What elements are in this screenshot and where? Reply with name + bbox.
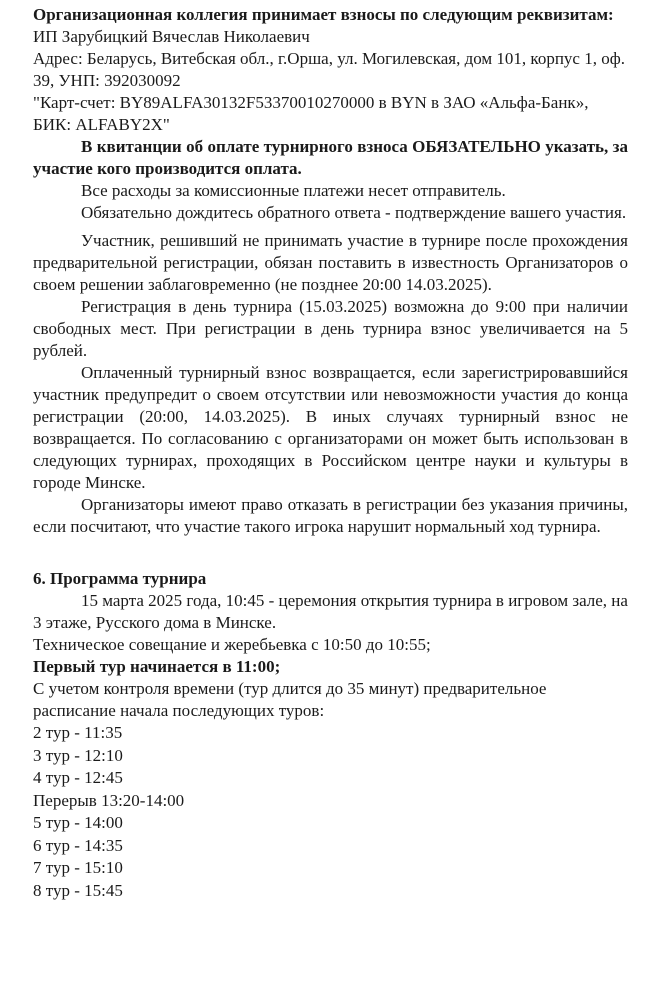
list-item: 8 тур - 15:45: [33, 880, 123, 900]
list-item: Перерыв 13:20-14:00: [33, 790, 185, 810]
program-schedule-intro: С учетом контроля времени (тур длится до 35 минут) предварительное расписание начала последующих туров:: [33, 679, 547, 720]
section-spacer: [33, 538, 628, 568]
document-page: [33, 4, 628, 902]
list-item: 5 тур - 14:00: [33, 813, 123, 832]
list-item: 7 тур - 15:10: [33, 858, 123, 877]
requisites-holder: ИП Зарубицкий Вячеслав Николаевич: [33, 27, 310, 46]
requisites-account: "Карт-счет: BY89ALFA30132F53370010270000 в BYN в ЗАО «Альфа-Банк», БИК: ALFABY2X": [33, 93, 589, 134]
withdraw-note: Участник, решивший не принимать участие в турнире после прохождения предварительной регистрации, обязан поставить в известность Организаторов о своем решении заблаговременно (не позднее 20:00 14.03.2025).: [33, 231, 628, 294]
requisites-address: Адрес: Беларусь, Витебская обл., г.Орша, ул. Могилевская, дом 101, корпус 1, оф. 39, УНП: 392030092: [33, 49, 625, 90]
round-schedule-list: [33, 722, 628, 902]
list-item: 4 тур - 12:45: [33, 768, 123, 787]
program-heading: 6. Программа турнира: [33, 569, 207, 588]
program-meeting: Техническое совещание и жеребьевка с 10:50 до 10:55;: [33, 635, 431, 654]
wait-note: Обязательно дождитесь обратного ответа - подтверждение вашего участия.: [81, 203, 627, 222]
requisites-heading: Организационная коллегия принимает взносы по следующим реквизитам:: [33, 5, 614, 24]
program-first-round: Первый тур начинается в 11:00;: [33, 657, 281, 676]
program-opening: 15 марта 2025 года, 10:45 - церемония открытия турнира в игровом зале, на 3 этаже, Русского дома в Минске.: [33, 591, 628, 632]
receipt-notice: В квитанции об оплате турнирного взноса ОБЯЗАТЕЛЬНО указать, за участие кого производится оплата.: [33, 137, 628, 178]
refuse-note: Организаторы имеют право отказать в регистрации без указания причины, если посчитают, что участие такого игрока нарушит нормальный ход турнира.: [33, 495, 628, 536]
refund-note: Оплаченный турнирный взнос возвращается, если зарегистрировавшийся участник предупредит о своем отсутствии или невозможности участия до конца регистрации (20:00, 14.03.2025). В иных случаях турнирный взнос не возвращается. По согласованию с организаторами он может быть использован в следующих турнирах, проходящих в Российском центре науки и культуры в городе Минске.: [33, 363, 628, 492]
fees-note: Все расходы за комиссионные платежи несет отправитель.: [81, 181, 506, 200]
list-item: 3 тур - 12:10: [33, 745, 123, 765]
list-item: 6 тур - 14:35: [33, 835, 123, 855]
same-day-note: Регистрация в день турнира (15.03.2025) возможна до 9:00 при наличии свободных мест. При регистрации в день турнира взнос увеличивается на 5 рублей.: [33, 297, 628, 360]
list-item: 2 тур - 11:35: [33, 723, 123, 742]
